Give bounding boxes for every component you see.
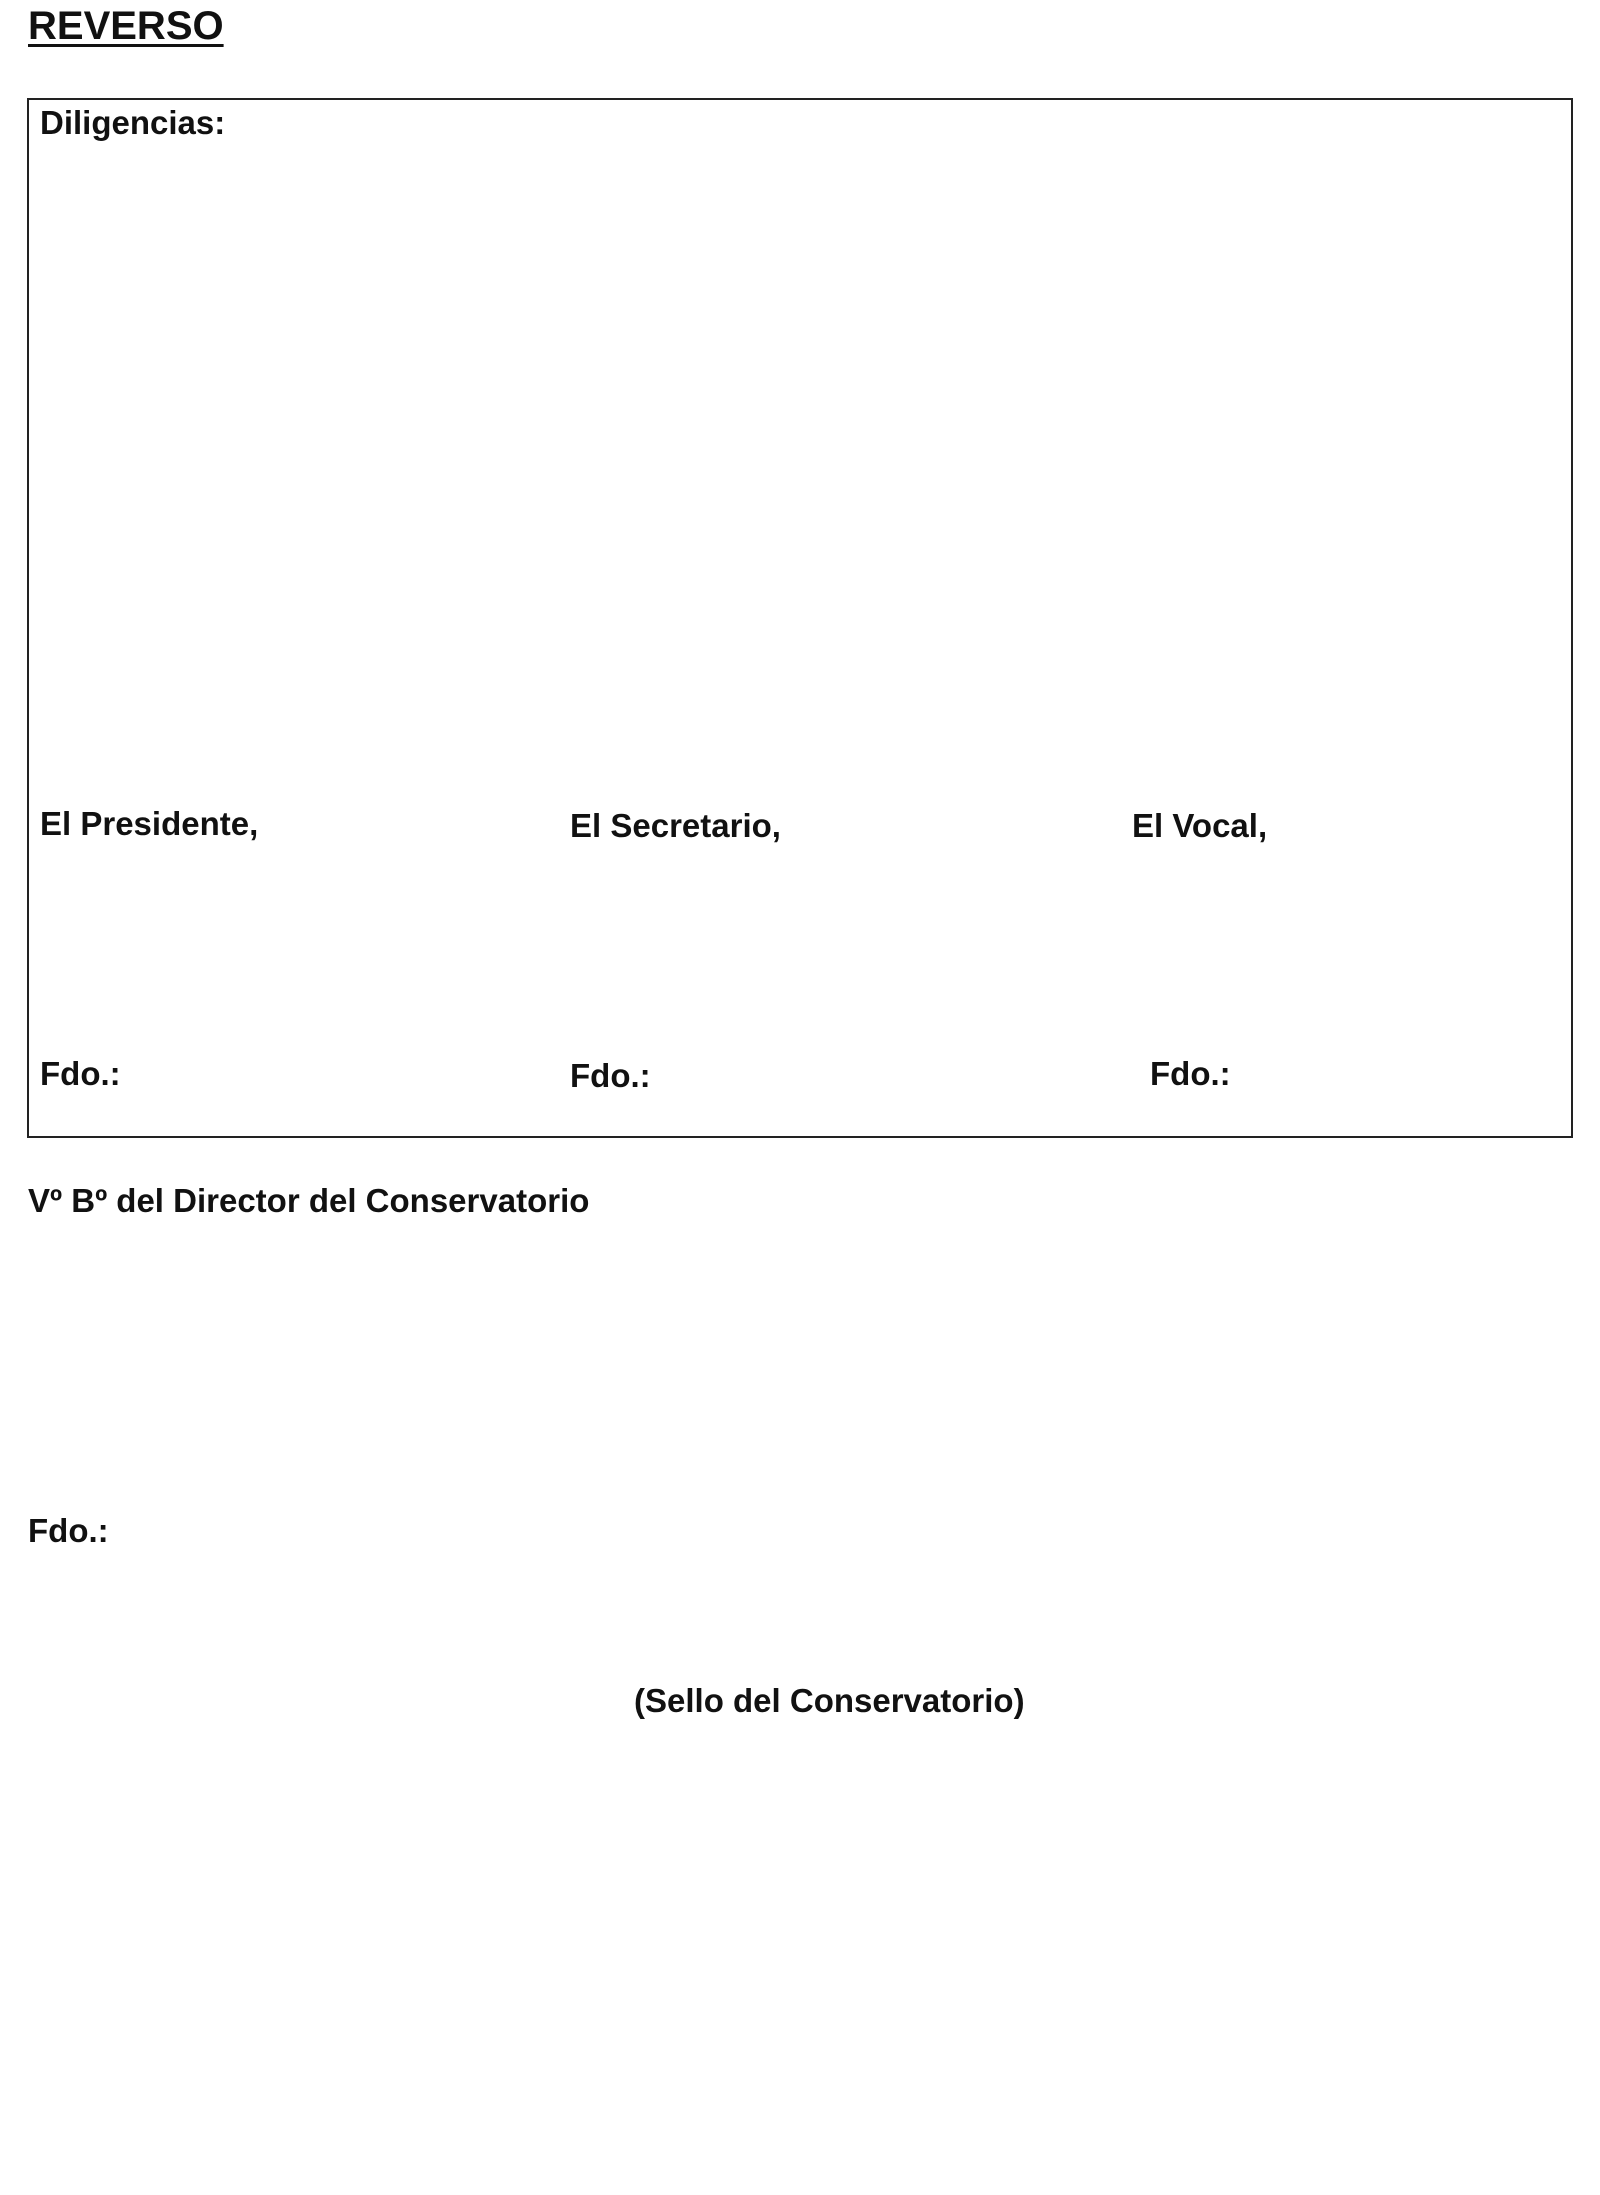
director-approval-label: Vº Bº del Director del Conservatorio [28,1182,590,1219]
page-title: REVERSO [28,4,224,48]
vocal-label: El Vocal, [1132,807,1268,844]
secretario-fdo: Fdo.: [570,1057,651,1094]
presidente-label: El Presidente, [40,805,259,842]
diligencias-box [27,98,1573,1138]
vocal-fdo: Fdo.: [1150,1055,1231,1092]
diligencias-label: Diligencias: [40,104,226,141]
secretario-label: El Secretario, [570,807,781,844]
presidente-fdo: Fdo.: [40,1055,121,1092]
seal-caption: (Sello del Conservatorio) [634,1682,1025,1719]
director-fdo: Fdo.: [28,1512,109,1549]
